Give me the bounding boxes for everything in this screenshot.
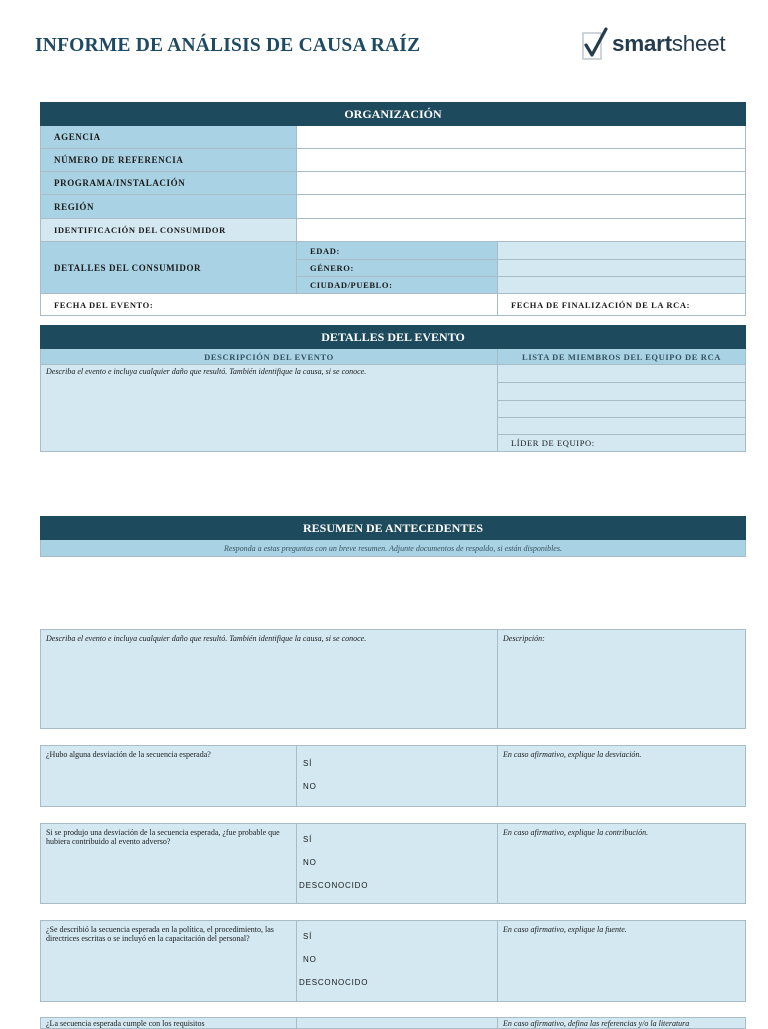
question-1-block [40, 745, 746, 807]
question-2-explanation[interactable]: En caso afirmativo, explique la contribución. [498, 824, 746, 904]
gender-label: GÉNERO: [297, 260, 498, 277]
organization-table [40, 102, 746, 316]
option-unknown[interactable]: DESCONOCIDO [299, 978, 369, 987]
option-no[interactable]: NO [303, 782, 317, 791]
page-title: INFORME DE ANÁLISIS DE CAUSA RAÍZ [35, 35, 421, 56]
team-member-3[interactable] [498, 401, 746, 418]
consumer-id-field[interactable] [297, 219, 746, 242]
agency-field[interactable] [297, 126, 746, 149]
smartsheet-logo [582, 26, 725, 62]
option-unknown[interactable]: DESCONOCIDO [299, 881, 369, 890]
team-leader-field[interactable]: LÍDER DE EQUIPO: [498, 435, 746, 452]
option-yes[interactable]: SÍ [303, 932, 313, 941]
option-no[interactable]: NO [303, 858, 317, 867]
background-summary-header: RESUMEN DE ANTECEDENTES [41, 517, 746, 540]
gender-field[interactable] [498, 260, 746, 277]
city-label: CIUDAD/PUEBLO: [297, 277, 498, 294]
event-description-field[interactable]: Describa el evento e incluya cualquier daño que resultó. También identifique la causa, si se conoce. [41, 365, 498, 452]
age-label: EDAD: [297, 242, 498, 260]
logo-text-normal: sheet [671, 31, 726, 56]
background-summary-subtitle: Responda a estas preguntas con un breve resumen. Adjunte documentos de respaldo, si están disponibles. [41, 540, 746, 557]
option-yes[interactable]: SÍ [303, 759, 313, 768]
event-details-header: DETALLES DEL EVENTO [41, 326, 746, 349]
question-1-text: ¿Hubo alguna desviación de la secuencia esperada? [41, 746, 297, 807]
question-3-text: ¿Se describió la secuencia esperada en la política, el procedimiento, las directrices escritas o se incluyó en la capacitación del personal? [41, 921, 297, 1002]
agency-label: AGENCIA [41, 126, 297, 149]
question-3-options [297, 921, 498, 1002]
rca-end-date-field[interactable]: FECHA DE FINALIZACIÓN DE LA RCA: [498, 294, 746, 316]
question-4-options [297, 1018, 498, 1029]
region-label: REGIÓN [41, 195, 297, 219]
option-yes[interactable]: SÍ [303, 835, 313, 844]
summary-description-field[interactable]: Descripción: [498, 630, 746, 729]
event-description-col: DESCRIPCIÓN DEL EVENTO [41, 349, 498, 365]
question-4-block [40, 1017, 746, 1029]
program-label: PROGRAMA/INSTALACIÓN [41, 172, 297, 195]
question-1-explanation[interactable]: En caso afirmativo, explique la desviación. [498, 746, 746, 807]
question-2-block [40, 823, 746, 904]
checkmark-icon [582, 27, 608, 61]
question-2-text: Si se produjo una desviación de la secuencia esperada, ¿fue probable que hubiera contribuido al evento adverso? [41, 824, 297, 904]
question-3-block [40, 920, 746, 1002]
logo-text-bold: smart [612, 31, 672, 56]
option-no[interactable]: NO [303, 955, 317, 964]
reference-number-label: NÚMERO DE REFERENCIA [41, 149, 297, 172]
event-details-table [40, 325, 746, 452]
question-4-explanation[interactable]: En caso afirmativo, defina las referencias y/o la literatura [498, 1018, 746, 1029]
event-summary-field[interactable]: Describa el evento e incluya cualquier daño que resultó. También identifique la causa, si se conoce. [41, 630, 498, 729]
consumer-id-label: IDENTIFICACIÓN DEL CONSUMIDOR [41, 219, 297, 242]
organization-header: ORGANIZACIÓN [41, 103, 746, 126]
description-block [40, 629, 746, 729]
consumer-details-label: DETALLES DEL CONSUMIDOR [41, 242, 297, 294]
team-member-4[interactable] [498, 418, 746, 435]
event-date-field[interactable]: FECHA DEL EVENTO: [41, 294, 498, 316]
rca-team-col: LISTA DE MIEMBROS DEL EQUIPO DE RCA [498, 349, 746, 365]
program-field[interactable] [297, 172, 746, 195]
team-member-1[interactable] [498, 365, 746, 383]
question-3-explanation[interactable]: En caso afirmativo, explique la fuente. [498, 921, 746, 1002]
question-1-options [297, 746, 498, 807]
city-field[interactable] [498, 277, 746, 294]
question-2-options [297, 824, 498, 904]
region-field[interactable] [297, 195, 746, 219]
reference-number-field[interactable] [297, 149, 746, 172]
background-summary-table [40, 516, 746, 557]
question-4-text: ¿La secuencia esperada cumple con los requisitos [41, 1018, 297, 1029]
age-field[interactable] [498, 242, 746, 260]
team-member-2[interactable] [498, 383, 746, 401]
